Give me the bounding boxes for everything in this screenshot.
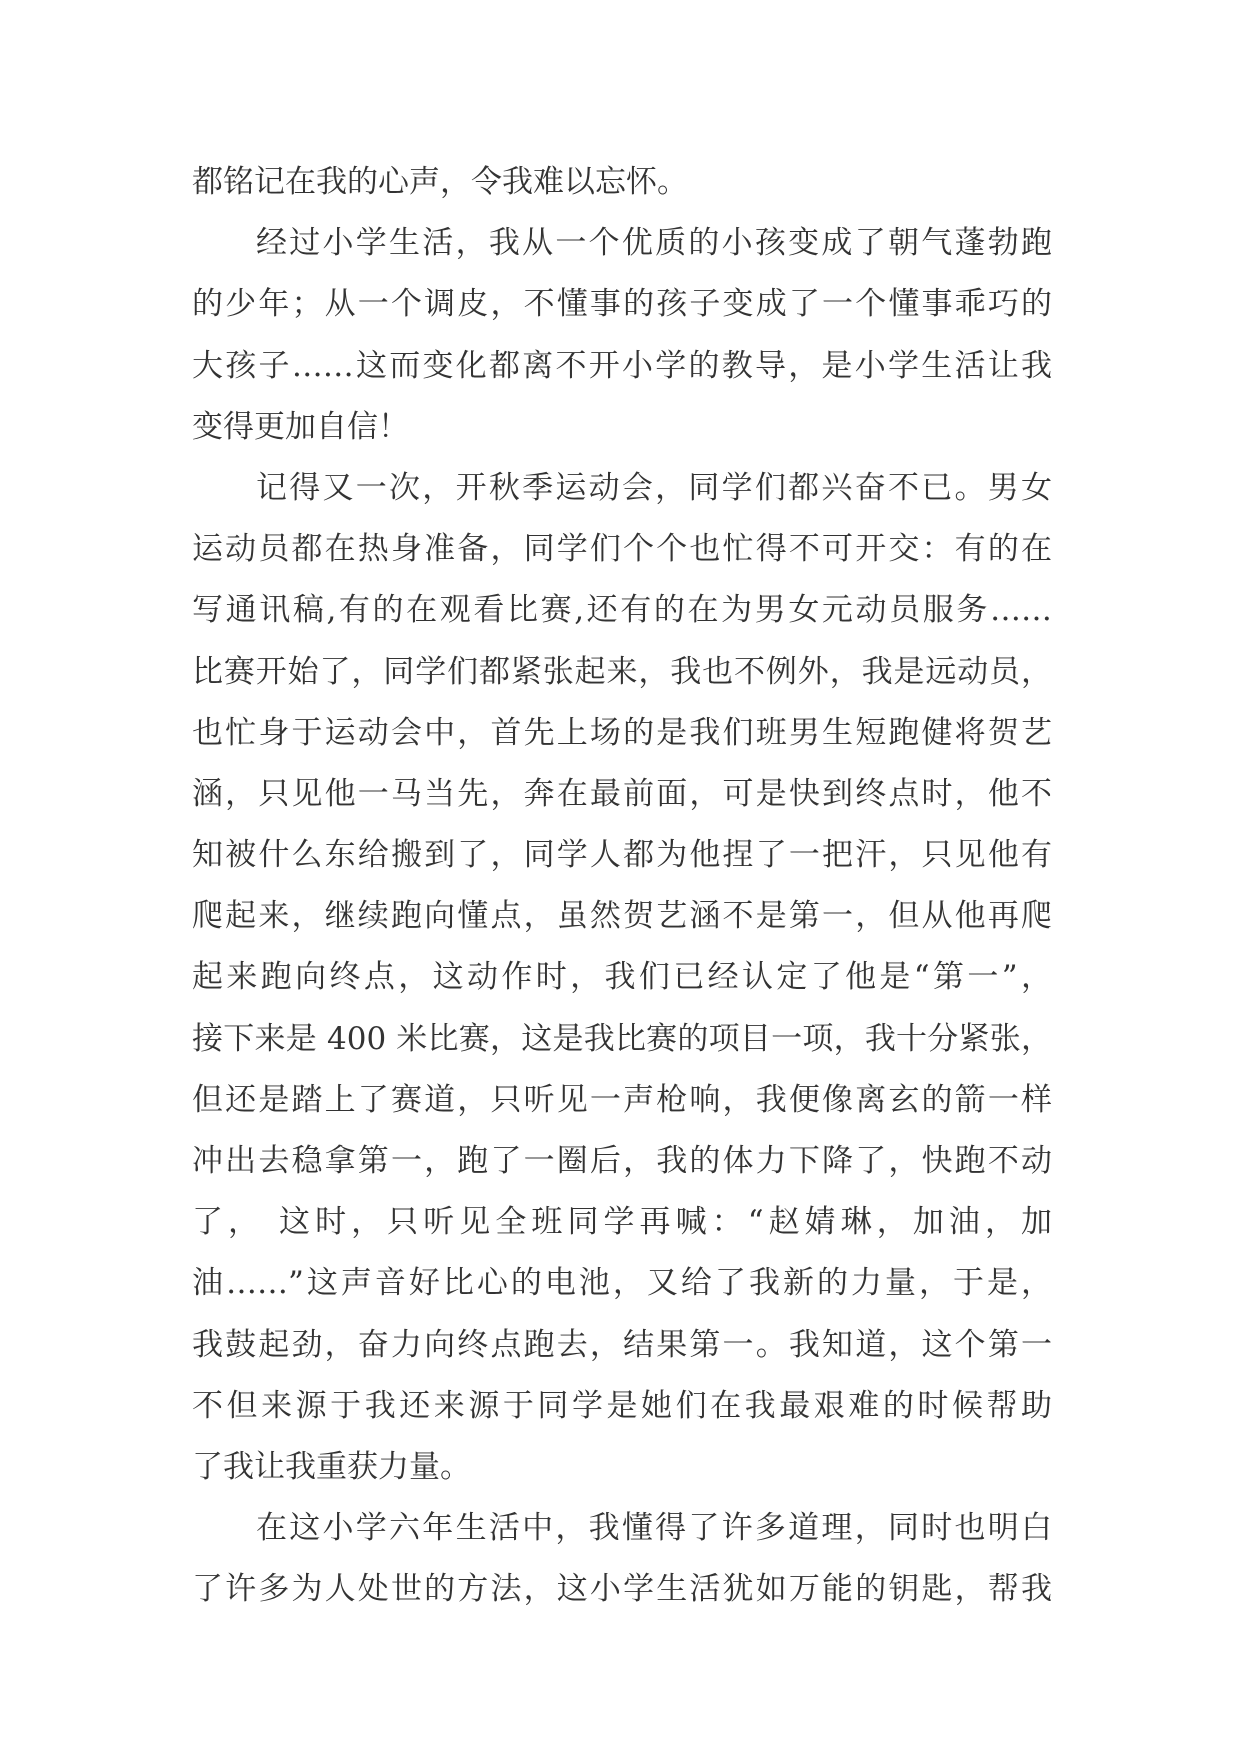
text-line: 起来跑向终点，这动作时，我们已经认定了他是“第一”， [192, 959, 1052, 996]
paragraph-first-line: 经过小学生活，我从一个优质的小孩变成了朝气蓬勃跑 [256, 225, 1052, 262]
text-line: 比赛开始了，同学们都紧张起来，我也不例外，我是远动员， [192, 653, 1052, 690]
paragraph-first-line: 在这小学六年生活中，我懂得了许多道理，同时也明白 [256, 1510, 1052, 1547]
text-line: 都铭记在我的心声，令我难以忘怀。 [192, 164, 688, 200]
text-line: 大孩子……这而变化都离不开小学的教导，是小学生活让我 [192, 347, 1052, 384]
text-line: 不但来源于我还来源于同学是她们在我最艰难的时候帮助 [192, 1387, 1052, 1424]
text-line: 变得更加自信！ [192, 408, 409, 445]
text-line: 也忙身于运动会中，首先上场的是我们班男生短跑健将贺艺 [192, 714, 1052, 751]
text-line: 知被什么东给搬到了，同学人都为他捏了一把汗，只见他有 [192, 837, 1052, 874]
text-line: 但还是踏上了赛道，只听见一声枪响，我便像离玄的箭一样 [192, 1081, 1052, 1118]
text-line: 运动员都在热身准备，同学们个个也忙得不可开交：有的在 [192, 531, 1052, 568]
text-line: 了许多为人处世的方法，这小学生活犹如万能的钥匙，帮我 [192, 1571, 1052, 1608]
text-line: 我鼓起劲，奋力向终点跑去，结果第一。我知道，这个第一 [192, 1326, 1052, 1363]
essay-body [192, 152, 1052, 1621]
text-line: 了我让我重获力量。 [192, 1448, 471, 1485]
text-line: 爬起来，继续跑向懂点，虽然贺艺涵不是第一，但从他再爬 [192, 898, 1052, 935]
paragraph-first-line: 记得又一次，开秋季运动会，同学们都兴奋不已。男女 [256, 469, 1052, 506]
text-line: 冲出去稳拿第一，跑了一圈后，我的体力下降了，快跑不动 [192, 1143, 1052, 1179]
text-line: 的少年；从一个调皮，不懂事的孩子变成了一个懂事乖巧的 [192, 286, 1052, 323]
text-line: 接下来是 400 米比赛，这是我比赛的项目一项，我十分紧张， [192, 1020, 1052, 1057]
text-line: 了， 这时，只听见全班同学再喊：“赵婧琳，加油，加 [192, 1204, 1052, 1241]
text-line: 写通讯稿,有的在观看比赛,还有的在为男女元动员服务…… [192, 592, 1052, 629]
text-line: 油……”这声音好比心的电池，又给了我新的力量，于是， [192, 1265, 1052, 1302]
text-line: 涵，只见他一马当先，奔在最前面，可是快到终点时，他不 [192, 775, 1052, 812]
